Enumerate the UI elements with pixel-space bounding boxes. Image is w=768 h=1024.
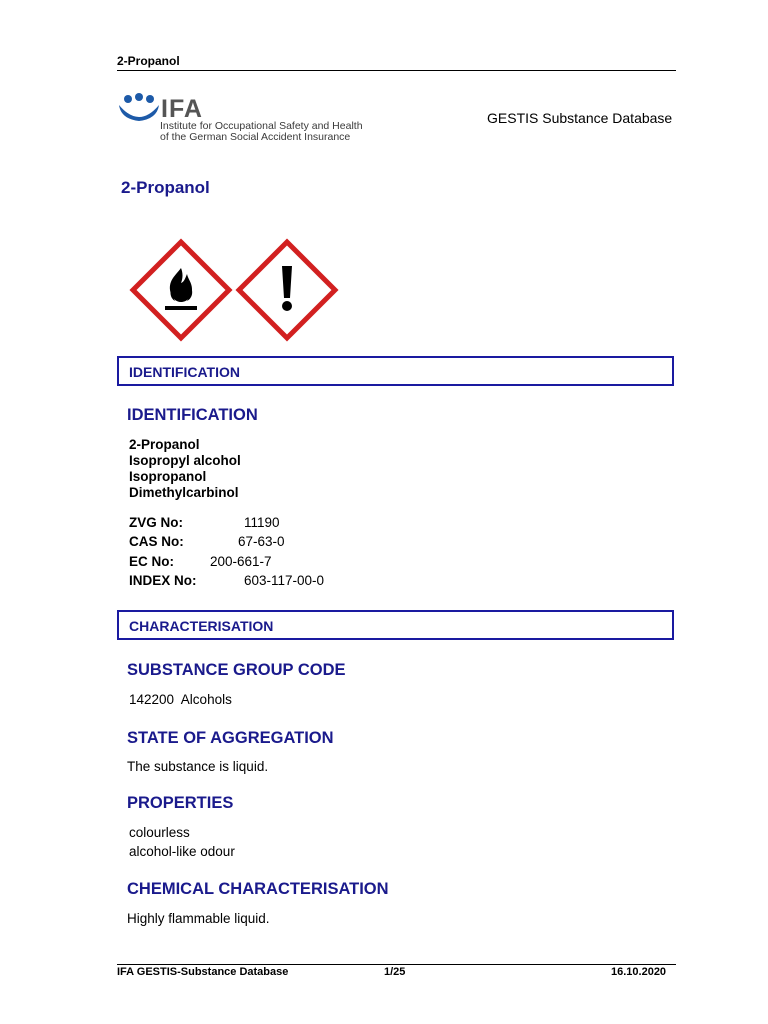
org-name-line-2: of the German Social Accident Insurance xyxy=(160,131,351,143)
flame-pictogram-icon xyxy=(129,238,233,342)
dguv-emblem-icon xyxy=(117,93,161,123)
aggregation-text: The substance is liquid. xyxy=(127,759,269,774)
identification-heading: IDENTIFICATION xyxy=(127,406,258,424)
property-item: colourless xyxy=(129,825,190,840)
chemical-characterisation-heading: CHEMICAL CHARACTERISATION xyxy=(127,880,389,898)
properties-heading: PROPERTIES xyxy=(127,794,234,812)
substance-name: Isopropyl alcohol xyxy=(129,453,241,468)
index-value: 603-117-00-0 xyxy=(244,573,325,588)
property-item: alcohol-like odour xyxy=(129,844,235,859)
zvg-label: ZVG No: xyxy=(129,515,183,530)
org-name-line-1: Institute for Occupational Safety and Health xyxy=(160,120,363,132)
footer-divider xyxy=(117,964,676,965)
characterisation-section-box xyxy=(117,610,674,640)
exclamation-mark-pictogram-icon xyxy=(235,238,339,342)
chemical-characterisation-text: Highly flammable liquid. xyxy=(127,911,270,926)
substance-name: 2-Propanol xyxy=(129,437,200,452)
substance-names xyxy=(129,437,241,501)
group-code-heading: SUBSTANCE GROUP CODE xyxy=(127,661,346,679)
ec-value: 200-661-7 xyxy=(210,554,272,569)
footer-database: IFA GESTIS-Substance Database xyxy=(117,966,289,978)
ifa-wordmark: IFA xyxy=(161,95,203,123)
substance-name: Dimethylcarbinol xyxy=(129,485,239,500)
cas-value: 67-63-0 xyxy=(238,534,285,549)
index-label: INDEX No: xyxy=(129,573,197,588)
footer-date: 16.10.2020 xyxy=(611,966,667,978)
substance-name: Isopropanol xyxy=(129,469,207,484)
document-title: 2-Propanol xyxy=(121,178,210,197)
aggregation-heading: STATE OF AGGREGATION xyxy=(127,729,334,747)
running-title: 2-Propanol xyxy=(117,54,180,68)
database-name: GESTIS Substance Database xyxy=(487,110,673,126)
group-code-value: 142200 Alcohols xyxy=(129,692,232,707)
cas-label: CAS No: xyxy=(129,534,184,549)
zvg-value: 11190 xyxy=(244,515,280,530)
identification-box-label: IDENTIFICATION xyxy=(129,364,240,380)
ec-label: EC No: xyxy=(129,554,174,569)
header-divider xyxy=(117,70,676,71)
org-full-name xyxy=(160,121,363,143)
footer-page-number: 1/25 xyxy=(384,966,406,978)
characterisation-box-label: CHARACTERISATION xyxy=(129,618,274,634)
identification-section-box xyxy=(117,356,674,386)
